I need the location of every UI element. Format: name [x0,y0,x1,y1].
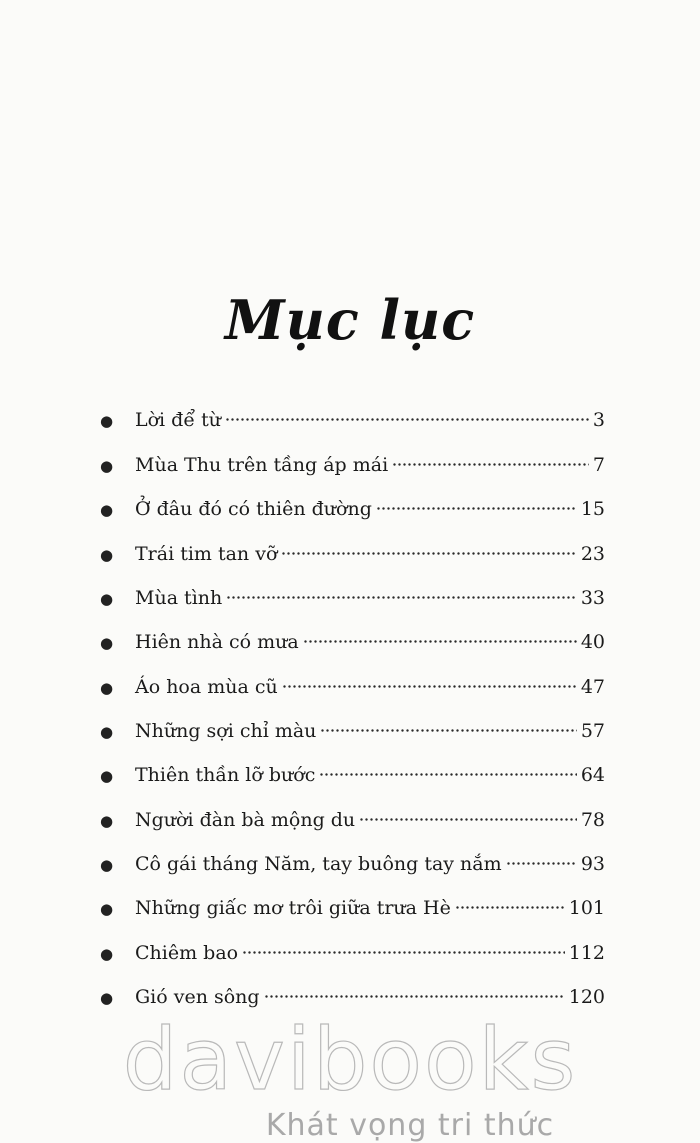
bullet-icon: ● [100,856,114,874]
toc-entry-title: Những sợi chỉ màu [135,720,317,742]
toc-entry [100,796,605,831]
toc-entry-page: 112 [568,942,605,964]
toc-entry-page: 15 [580,498,605,520]
toc-entry-page: 40 [580,631,605,653]
toc-entry-title: Trái tim tan vỡ [135,543,278,565]
bullet-icon: ● [100,590,114,608]
toc-entry-page: 78 [580,809,605,831]
dot-leader [359,796,577,826]
dot-leader [506,840,577,870]
bullet-icon: ● [100,634,114,652]
bullet-icon: ● [100,945,114,963]
toc-entry-page: 57 [580,720,605,742]
toc-entry-title: Áo hoa mùa cũ [135,676,278,698]
bullet-icon: ● [100,989,114,1007]
toc-entry-page: 64 [580,764,605,786]
toc-entry-title: Hiên nhà có mưa [135,631,299,653]
dot-leader [376,485,577,515]
toc-entry-title: Lời để từ [135,409,221,431]
toc-entry [100,618,605,653]
toc-entry [100,663,605,698]
toc-entry [100,884,605,919]
dot-leader [319,751,576,781]
publisher-watermark [0,1012,700,1143]
toc-entry-title: Gió ven sông [135,986,260,1008]
dot-leader [226,574,577,604]
toc-heading: Mục lục [224,288,476,353]
toc-entry-title: Chiêm bao [135,942,239,964]
bullet-icon: ● [100,723,114,741]
toc-entry-page: 120 [568,986,605,1008]
watermark-brand: davibooks [122,1010,578,1110]
toc-entry-page: 33 [580,587,605,609]
toc-entry-title: Mùa tình [135,587,223,609]
toc-entry-page: 101 [568,897,605,919]
toc-entry-page: 7 [592,454,605,476]
dot-leader [392,441,589,471]
toc-entry [100,973,605,1008]
toc-entry-title: Thiên thần lỡ bước [135,764,316,786]
toc-entry-title: Cô gái tháng Năm, tay buông tay nắm [135,853,502,875]
toc-entry [100,929,605,964]
toc-entry [100,751,605,786]
dot-leader [320,707,576,737]
bullet-icon: ● [100,812,114,830]
toc-entry [100,396,605,431]
bullet-icon: ● [100,679,114,697]
dot-leader [455,884,565,914]
toc-entry-title: Những giấc mơ trôi giữa trưa Hè [135,897,451,919]
toc-entry [100,574,605,609]
toc-entry [100,441,605,476]
toc-entry-page: 93 [580,853,605,875]
toc-entry-page: 3 [592,409,605,431]
bullet-icon: ● [100,900,114,918]
toc-entry [100,707,605,742]
dot-leader [225,396,589,426]
dot-leader [282,663,577,693]
bullet-icon: ● [100,546,114,564]
toc-entry [100,840,605,875]
toc-entry [100,485,605,520]
bullet-icon: ● [100,412,114,430]
watermark-slogan: Khát vọng tri thức [265,1108,555,1143]
bullet-icon: ● [100,767,114,785]
toc-entry-title: Mùa Thu trên tầng áp mái [135,454,389,476]
bullet-icon: ● [100,501,114,519]
toc-entry-page: 47 [580,676,605,698]
toc-entry [100,530,605,565]
toc-entry-title: Ở đâu đó có thiên đường [135,498,372,520]
dot-leader [264,973,565,1003]
dot-leader [303,618,577,648]
toc-entry-page: 23 [580,543,605,565]
toc-entry-title: Người đàn bà mộng du [135,809,356,831]
dot-leader [281,530,576,560]
bullet-icon: ● [100,457,114,475]
dot-leader [242,929,565,959]
